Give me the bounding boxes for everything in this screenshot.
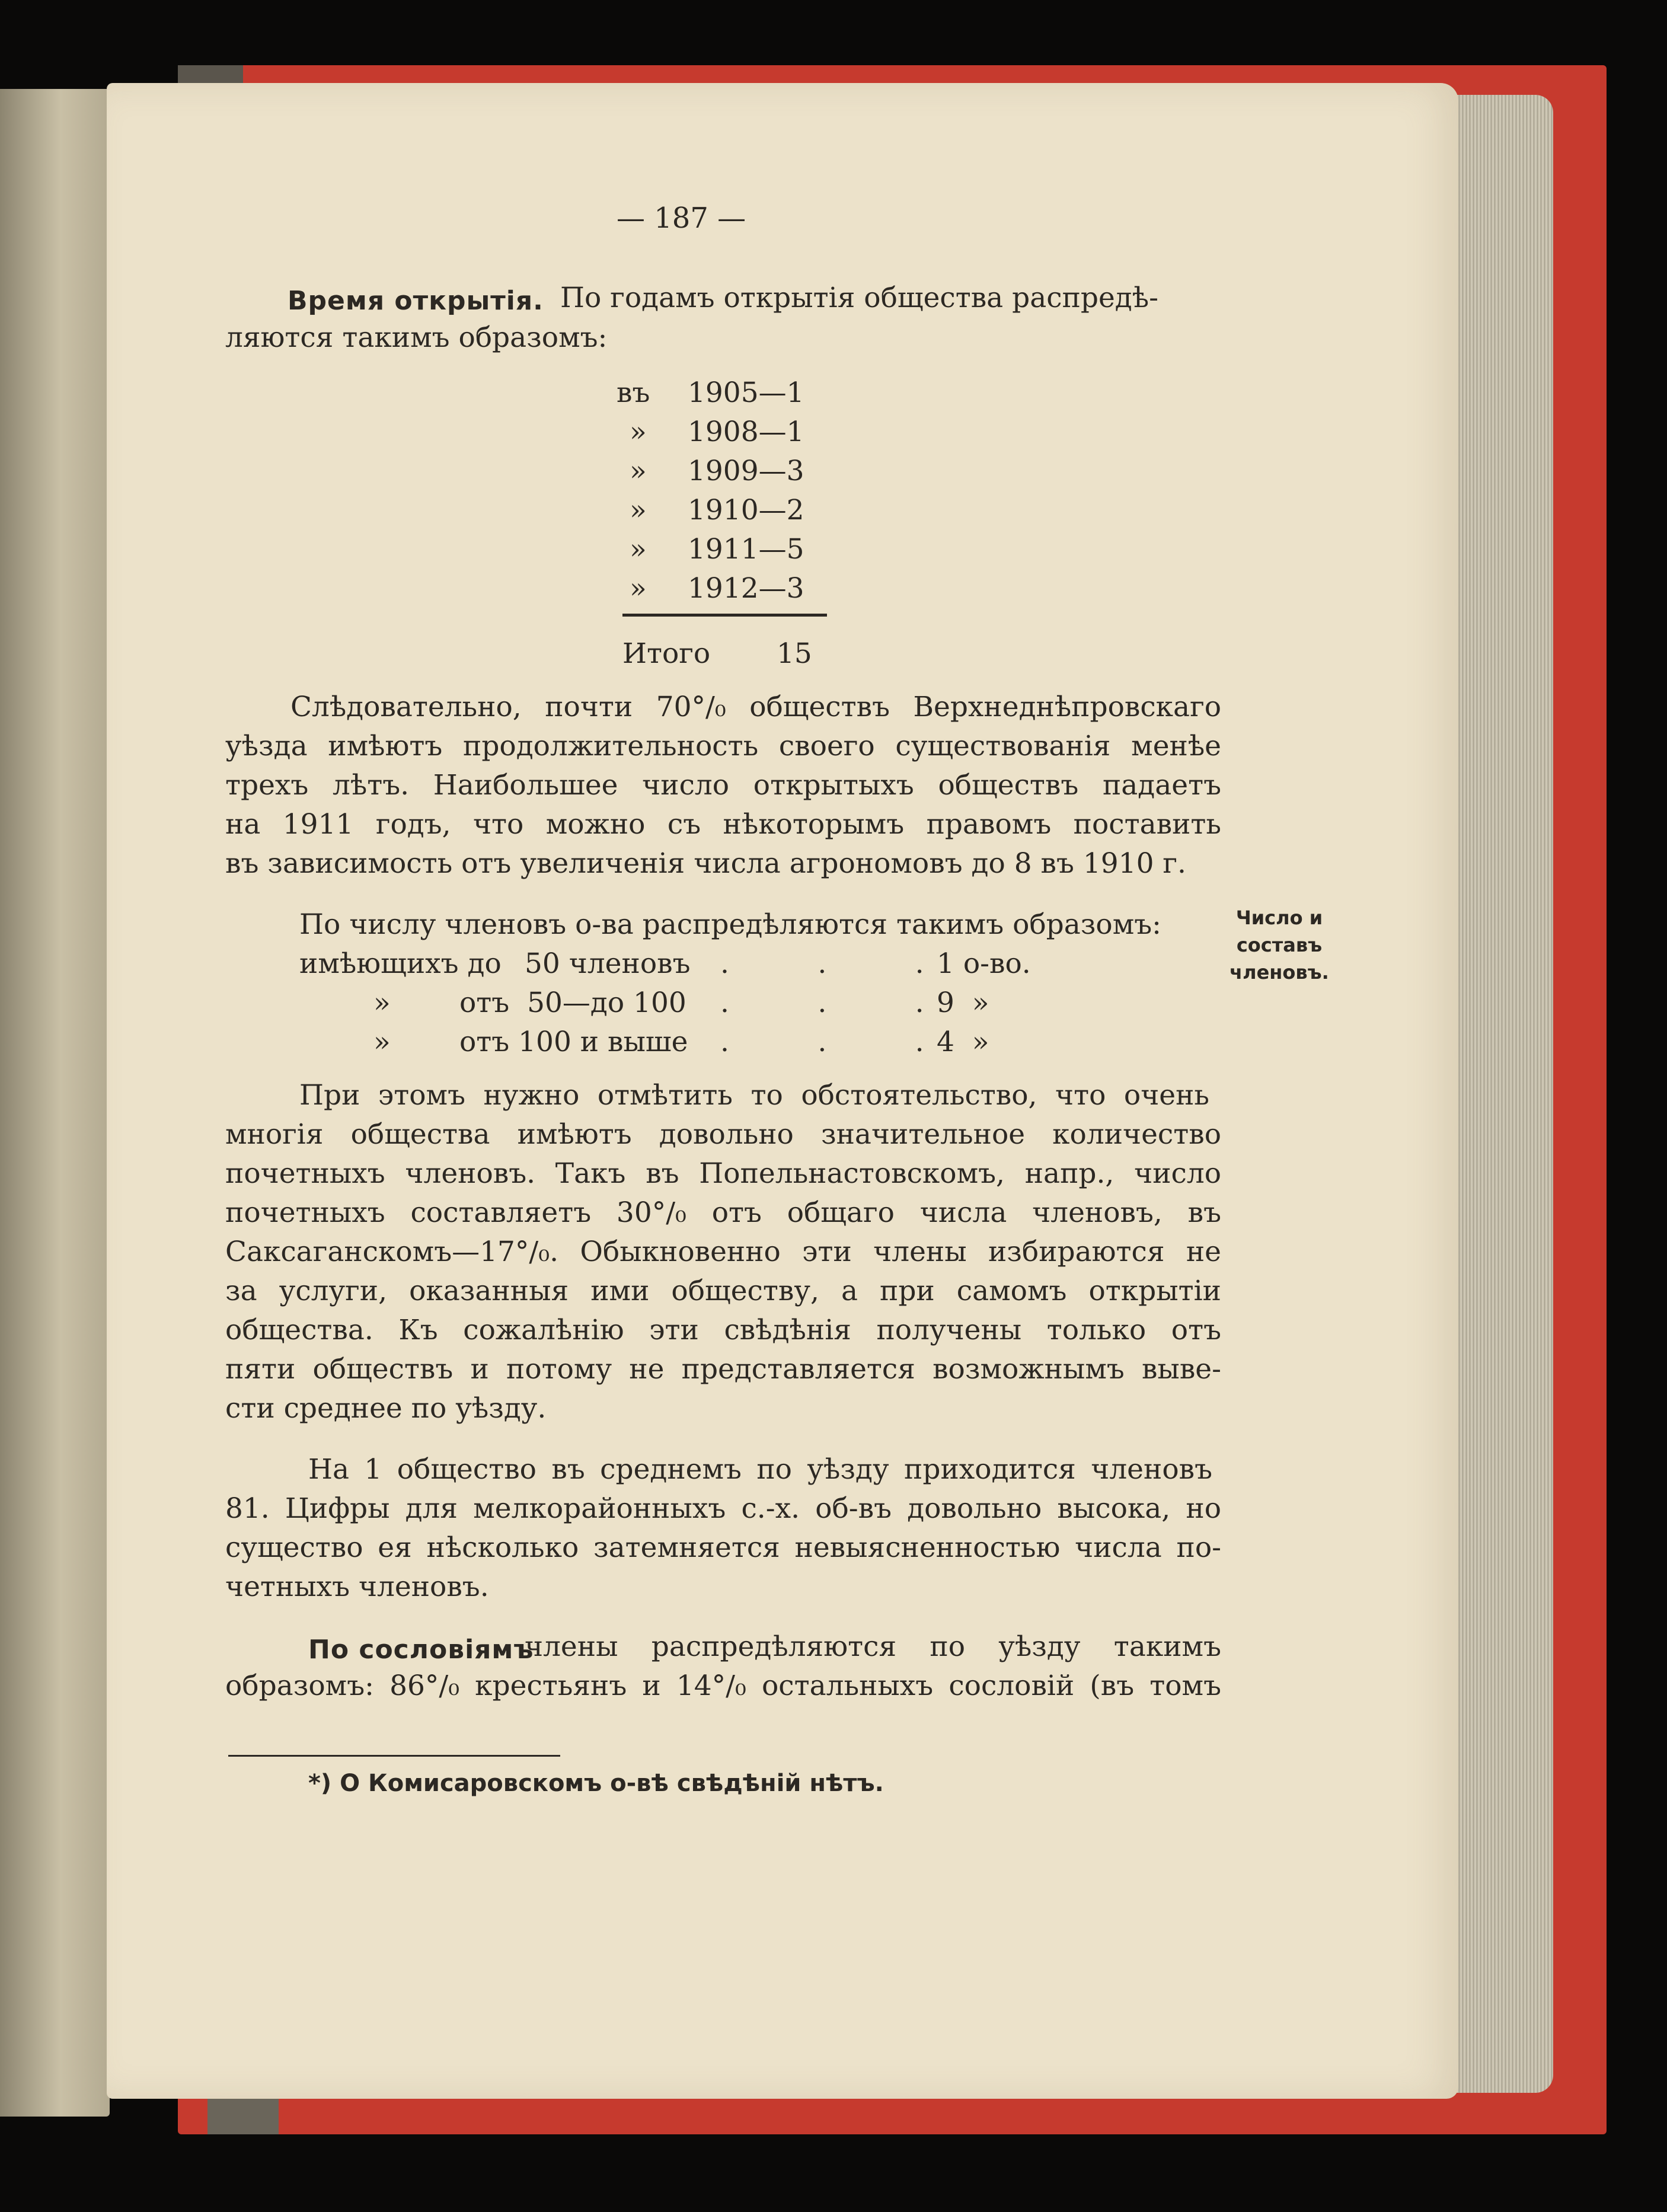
- facing-page: [0, 89, 110, 2117]
- members-row-range: 50 членовъ: [525, 947, 691, 980]
- year-row-entry: 1908—1: [688, 416, 804, 448]
- cover-spine-bottom: [207, 2099, 279, 2134]
- section-heading-by-estates: По сословіямъ: [308, 1635, 534, 1665]
- table-total-rule: [622, 614, 827, 617]
- paragraph4-line: На 1 общество въ среднемъ по уѣзду приходится членовъ: [308, 1453, 1212, 1486]
- members-row-value: 9 »: [937, 987, 989, 1019]
- year-row-prefix: »: [630, 572, 647, 605]
- members-row-lead: »: [373, 987, 391, 1019]
- members-row-lead: имѣющихъ до: [299, 947, 502, 980]
- paragraph3-line: почетныхъ составляетъ 30°/₀ отъ общаго числа членовъ, въ: [225, 1196, 1221, 1229]
- paragraph2-line: на 1911 годъ, что можно съ нѣкоторымъ правомъ поставить: [225, 808, 1221, 841]
- margin-note-line: составъ: [1236, 934, 1323, 956]
- paragraph5-line: члены распредѣляются по уѣзду такимъ: [525, 1630, 1221, 1663]
- year-row-prefix: »: [630, 416, 647, 448]
- members-row-dots: . . .: [720, 947, 924, 980]
- members-row-range: отъ 50—до 100: [459, 987, 686, 1019]
- section-heading-opening-time: Время открытія.: [288, 286, 544, 316]
- footnote-rule: [228, 1755, 560, 1757]
- paragraph2-line: Слѣдовательно, почти 70°/₀ обществъ Верхнеднѣпровскаго: [290, 691, 1221, 723]
- paragraph3-line: При этомъ нужно отмѣтить то обстоятельство, что очень: [299, 1079, 1209, 1112]
- paragraph4-line: четныхъ членовъ.: [225, 1571, 489, 1603]
- paragraph4-line: 81. Цифры для мелкорайонныхъ с.-х. об-въ довольно высока, но: [225, 1492, 1221, 1525]
- paragraph3-line: за услуги, оказанныя ими обществу, а при самомъ открытіи: [225, 1275, 1221, 1307]
- paragraph3-line: общества. Къ сожалѣнію эти свѣдѣнія получены только отъ: [225, 1314, 1221, 1346]
- paragraph4-line: существо ея нѣсколько затемняется невыясненностью числа по-: [225, 1531, 1221, 1564]
- year-row-entry: 1911—5: [688, 533, 804, 566]
- year-row-prefix: въ: [617, 376, 650, 409]
- margin-note-line: членовъ.: [1230, 961, 1329, 984]
- year-row-prefix: »: [630, 533, 647, 566]
- members-row-value: 1 о-во.: [937, 947, 1031, 980]
- footnote: *) О Комисаровскомъ о-вѣ свѣдѣній нѣтъ.: [308, 1770, 884, 1797]
- margin-note: [1226, 904, 1333, 986]
- year-row-entry: 1910—2: [688, 494, 804, 526]
- margin-note-line: Число и: [1235, 906, 1323, 929]
- year-row-entry: 1905—1: [688, 376, 804, 409]
- page-number: — 187 —: [617, 202, 746, 235]
- section1-line-2: ляются такимъ образомъ:: [225, 321, 608, 354]
- members-row-range: отъ 100 и выше: [459, 1026, 688, 1058]
- paragraph3-line: Саксаганскомъ—17°/₀. Обыкновенно эти члены избираются не: [225, 1236, 1221, 1268]
- members-row-dots: . . .: [720, 987, 924, 1019]
- year-row-entry: 1912—3: [688, 572, 804, 605]
- paragraph3-line: пяти обществъ и потому не представляется возможнымъ выве-: [225, 1353, 1221, 1386]
- members-row-lead: »: [373, 1026, 391, 1058]
- year-row-prefix: »: [630, 455, 647, 487]
- total-value: 15: [777, 637, 812, 670]
- paragraph2-line: уѣзда имѣютъ продолжительность своего существованія менѣе: [225, 730, 1221, 762]
- paragraph3-line: многія общества имѣютъ довольно значительное количество: [225, 1118, 1221, 1151]
- members-intro: По числу членовъ о-ва распредѣляются такимъ образомъ:: [299, 908, 1161, 941]
- paragraph3-line: сти среднее по уѣзду.: [225, 1392, 547, 1425]
- total-label: Итого: [622, 637, 711, 670]
- section1-line-1: По годамъ открытія общества распредѣ-: [560, 282, 1158, 314]
- paragraph3-line: почетныхъ членовъ. Такъ въ Попельнастовскомъ, напр., число: [225, 1157, 1221, 1190]
- members-row-dots: . . .: [720, 1026, 924, 1058]
- year-row-prefix: »: [630, 494, 647, 526]
- paragraph5-line: образомъ: 86°/₀ крестьянъ и 14°/₀ остальныхъ сословій (въ томъ: [225, 1670, 1221, 1702]
- members-row-value: 4 »: [937, 1026, 989, 1058]
- paragraph2-line: трехъ лѣтъ. Наибольшее число открытыхъ обществъ падаетъ: [225, 769, 1221, 802]
- paragraph2-line: въ зависимость отъ увеличенія числа агрономовъ до 8 въ 1910 г.: [225, 847, 1186, 880]
- year-row-entry: 1909—3: [688, 455, 804, 487]
